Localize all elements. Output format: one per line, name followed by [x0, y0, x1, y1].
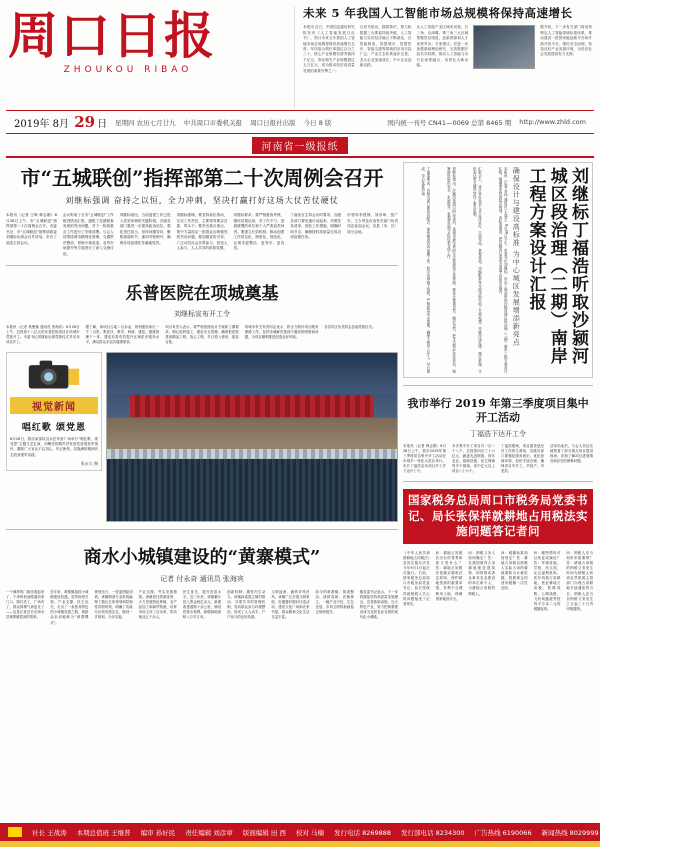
- date-day: 29: [74, 113, 96, 131]
- divider: [403, 385, 593, 386]
- footer-item: 广告热线 6190066: [474, 828, 532, 837]
- date-month-label: 月: [59, 119, 70, 130]
- bottom-article-byline: 记者 付永奇 通讯员 张海宾: [160, 574, 244, 583]
- page-footer: [0, 823, 693, 847]
- divider: [6, 265, 398, 266]
- vertical-article-col: 刘继标指出，沙颍河是周口的母亲河，是城市最宝贵的生态资源和文化资源。要充分尊重自然、顺应自然，把生态保护放在首位，统筹做好防洪安全、水质提升、景观营造和文化传承各项工作。: [447, 167, 457, 373]
- photo-feature: [6, 352, 398, 522]
- bottom-col: 近年来，黄寨镇抢抓小城镇建设机遇，坚持规划引领、产业支撑、民生优先，走出了一条独具特色的小城镇发展之路，被群众亲切地称为“黄寨模式”。: [50, 589, 89, 625]
- bottom-col: 规划先行，一张蓝图绘到底。该镇聘请专业机构编制了镇区总体规划和控制性详细规划，明确了功能分区和发展定位，做到一次规划、分步实施。: [94, 589, 133, 620]
- date-bar: [6, 110, 594, 134]
- footer-item: 本期总值班 王继普: [76, 828, 131, 837]
- date-month: 8: [52, 119, 60, 130]
- footer-item: 周口日报 zkrbgk@126.com: [608, 828, 693, 837]
- bottom-article-columns: [6, 590, 398, 626]
- publisher-item: 周口日报社出版: [250, 118, 296, 127]
- right-mid-col: 本次集中开工项目共一百二十八个，总投资四百三十六亿元，涵盖先进制造、现代农业、基础设施、民生保障等多个领域，其中亿元以上项目八十六个。: [452, 443, 495, 474]
- bottom-right-col: 《中华人民共和国耕地占用税法》及其实施办法自今年9月1日起正式施行。日前，国家税务总局周口市税务局党委书记、局长张保祥就纳税人关心的问题接受了记者采访。: [403, 550, 430, 606]
- bottom-right-columns: [403, 551, 593, 612]
- photo-caption-text: 8月28日，我市某部队官兵在军营广场举行“唱红歌、颂党恩”主题文艺汇演，用嘹亮的歌声抒发爱党爱国爱军情怀，激励广大官兵不忘初心、牢记使命，以饱满的精神状态投身强军实践。: [10, 436, 98, 457]
- vertical-article-col: 汇报会上，设计单位负责人从总体定位、空间布局、景观营造、功能配套等方面详细介绍了方案构想，并就岸线处理、慢行系统、文化表达等关键内容作了重点说明。: [473, 167, 483, 373]
- bottom-right-col: 问：纳税人应当何时申报缴纳？答：耕地占用税的纳税义务发生时间为纳税人收到自然资源主管部门办理占用耕地手续通知的当日，纳税人应当自纳税义务发生之日起三十日内申报缴纳。: [566, 550, 594, 611]
- vertical-article-title: 刘继标丁福浩听取沙颍河城区段治理（二期）南岸工程方案设计汇报: [525, 167, 588, 365]
- photo-sidebar: [6, 352, 102, 522]
- bottom-col: 创新机制，激发内生动力。该镇探索建立镇村联动、共建共享的管理机制，发动群众参与环境整治，形成了人人动手、户户参与的良好局面。: [227, 589, 266, 620]
- photo-credit: 张永久 摄: [80, 460, 98, 466]
- bottom-right-headline: 国家税务总局周口市税务局党委书记、局长张保祥就耕地占用税法实施问题答记者问: [403, 489, 593, 544]
- lead-col: 市领导李建保、刘彦章、张广东、王少青及市直有关部门负责同志参加会议。各县（市、区）设分会场。: [347, 213, 399, 234]
- divider: [6, 529, 398, 530]
- lead-col: 刘继标要求，要严格督查考核，强化结果运用，对工作不力、进展缓慢的单位和个人严肃追责问责。要建立长效机制，推动创建工作常态化、制度化、规范化，让城市更整洁、更有序、更宜居。: [233, 213, 285, 251]
- footer-accent-strip: [0, 841, 600, 847]
- lead-col: 丁福浩在主持会议时要求，各级各部门要迅速行动起来，对照任务清单，细化工作措施，明确时间节点，确保按时高质量完成各项创建任务。: [290, 213, 342, 240]
- second-col: 各县市区负责同志参加奠基仪式。: [324, 324, 376, 329]
- right-mid-col: 活动结束后，与会人员还实地察看了部分重点项目建设现场，详细了解项目进展情况和存在的困难问题。: [550, 443, 593, 463]
- bottom-right-col: 问：耕地占用税法出台的背景和意义是什么？答：耕地占用税法是落实税收法定原则、保护耕地资源的重要举措，有利于合理利用土地，保障国家粮食安全。: [435, 550, 463, 601]
- lead-col: 刘继标强调，要坚持高位推动，压实工作责任，主要领导要亲自抓、带头干；要突出重点难点，集中力量攻克一批群众反映强烈的突出问题；要加强宣传引导，广泛动员社会各界参与，营造人人参与、人人共享的浓厚氛围。: [176, 213, 228, 251]
- divider: [403, 481, 593, 482]
- right-mid-columns: [403, 444, 593, 475]
- page-body: [0, 158, 600, 798]
- second-col: 据了解，该项目占地二百余亩，规划建设床位一千二百张，集医疗、教学、科研、康复、健康管理于一体，建成后将有效提升区域医疗服务水平，满足群众多层次健康需求。: [85, 324, 160, 344]
- footer-item: 社长 王战涛: [32, 828, 67, 837]
- lead-col: 会议听取了全市“五城联创”工作推进情况汇报，通报了近期督查发现的突出问题，对下一阶段重点工作进行了安排部署。与会人员围绕城市精细化管理、交通秩序整治、背街小巷改造、农贸市场提升等方面进行了深入交流讨论。: [62, 213, 114, 256]
- publisher-item: 今日 8 版: [303, 118, 332, 127]
- bottom-col: 产业支撑，夯实发展根基。该镇依托资源优势，大力发展特色种植、农产品加工和商贸物流，培育市场主体三百余家，带动就业五千余人。: [138, 589, 177, 620]
- footer-item: 新闻热线 8029999: [541, 828, 599, 837]
- vertical-article-col: 本报讯（记者 李伟 通讯员 王建平）8月28日下午，市委书记刘继标、市长丁福浩听取沙颍河城区段治理（二期）南岸工程方案设计汇报，强调要坚持高起点规划、高标准建设，把沙颍河打造成为造福人民的幸福河。: [499, 167, 509, 373]
- photo-sky: [107, 353, 397, 393]
- masthead: [0, 0, 600, 108]
- footer-item: 版面编辑 田 西: [242, 828, 286, 837]
- newspaper-logo-pinyin: ZHOUKOU RIBAO: [63, 64, 193, 75]
- footer-item: 编审 孙好民: [140, 828, 176, 837]
- top-article-photo: [473, 25, 535, 69]
- footer-item: 发行部电话 8234300: [401, 828, 465, 837]
- vertical-article: [403, 162, 593, 378]
- right-mid-col: 丁福浩强调，项目建设是经济工作的生命线，各级各部门要强化服务意识，优化营商环境，加快手续办理，确保项目早开工、早投产、早见效。: [501, 443, 544, 474]
- masthead-right: [294, 6, 592, 108]
- camera-icon: [27, 356, 81, 394]
- top-article-col: 从人工智能产业区域布局看，长三角、京津冀、珠三角三大区域集聚效应明显，创新资源和人才优势突出。专家建议，应进一步加强基础理论研究，完善数据开放共享机制，推动人工智能与各行业深度融合，培育壮大新动能。: [416, 25, 469, 68]
- right-mid-col: 本报讯（记者 韩志刚）8月28日上午，我市2019年第三季度项目集中开工活动在市城乡一体化示范区举行。市长丁福浩宣布项目开工并下达开工令。: [403, 443, 446, 474]
- footer-item: 发行电话 8269888: [334, 828, 392, 837]
- photo-banner: [130, 395, 374, 417]
- bottom-right-col: 问：税额标准如何规定？答：耕地占用税以纳税人实际占用的耕地面积为计税依据，按照规定的适用税额一次性征收。: [501, 550, 528, 591]
- date-year: 2019: [14, 119, 40, 130]
- newspaper-logo: 周口日报: [8, 6, 216, 65]
- right-mid-headline: 我市举行 2019 年第三季度项目集中开工活动: [407, 397, 589, 424]
- top-article-col: 白皮书指出，随着算法、算力和数据三大要素持续突破，人工智能与实体经济融合不断深化，在智能制造、智慧城市、智慧医疗、智能交通等领域的应用日趋广泛，产业生态体系逐步完善，龙头企业加速成长，中小企业创新活跃。: [359, 25, 412, 68]
- photo-caption-title: 唱红歌 颂党恩: [21, 422, 87, 433]
- second-article-title: 乐普医院在项城奠基: [125, 283, 279, 304]
- publication-date: [14, 113, 107, 131]
- second-col: 本报讯（记者 侯俊豫 通讯员 张海宾）8月28日上午，总投资十八亿元的乐普医院项目在项城市奠基开工。市委书记刘继标出席奠基仪式并宣布项目开工。: [6, 324, 80, 344]
- bottom-col: 一个像样的门面房看起来了，干净的柏油路通到家门口，路灯亮了，广场有了，群众的精气神更足了——这是记者近日在商水县黄寨镇看到的景象。: [6, 589, 45, 620]
- lead-article-columns: [6, 213, 398, 258]
- visual-news-badge: 视觉新闻: [10, 397, 98, 414]
- bottom-right-col: 问：纳税义务人如何确定？答：在我国境内占用耕地建设建筑物、构筑物或者从事非农业建设的单位和个人，为耕地占用税的纳税人。: [468, 550, 496, 596]
- second-col: 项目负责人表示，将严格按照设计方案和工期要求，精心组织施工，强化安全管理，确保把医院建成精品工程、放心工程，早日投入使用、惠及百姓。: [165, 324, 239, 344]
- main-column: [6, 162, 398, 798]
- bottom-col: 如今的黄寨镇，街道整洁、绿树成荫、店铺林立，一幅产业兴旺、生态宜居、乡风文明的新画卷正徐徐展开。: [315, 589, 354, 615]
- second-article-byline: 刘继标宣布开工令: [174, 309, 230, 318]
- date-year-label: 年: [39, 119, 50, 130]
- bottom-col: 镇党委书记表示，下一步将继续坚持高质量发展理念，完善基础设施，壮大特色产业，努力把黄寨建设成为宜居宜业宜游的现代化小城镇。: [359, 589, 398, 620]
- masthead-left: [8, 6, 294, 108]
- vertical-article-subtitle: 确保设计与建设高标准 为中心城区发展增添新亮点: [512, 167, 521, 347]
- top-article-columns: [303, 25, 592, 74]
- footer-item: 校对 马楠: [295, 828, 325, 837]
- top-article-col: 本报讯 近日，中国信息通信研究院发布《人工智能发展白皮书》，预计未来五年我国人工智能市场总规模将保持高速增长态势，年均复合增长率超过百分之三十，核心产业规模有望突破四千亿元，带动相关产业规模超过五万亿元，成为推动经济高质量发展的重要引擎之一。: [303, 25, 355, 73]
- lead-col: 本报讯（记者 王映 韩志刚）8月28日上午，市“五城联创”指挥部第二十次周例会召开。市委书记、市“五城联创”指挥部政委刘继标出席会议并讲话。市长丁福浩主持会议。: [6, 213, 57, 245]
- website-url[interactable]: http://www.zhld.com: [519, 118, 586, 126]
- footer-credits-bar: [0, 823, 693, 841]
- vertical-article-col: 丁福浩要求，各相关部门要密切配合，加快推进各项前期工作，科学安排施工组织，严格质量安全管理，确保工程早日开工、早日建成、早日发挥效益。: [421, 167, 431, 373]
- photo-crowd: [107, 459, 397, 521]
- bottom-col: 文明浸润，涵养乡风民风。该镇广泛开展文明家庭、好婆婆好媳妇评选活动，建设文化广场和农家书屋，群众精神文化生活日益丰富。: [271, 589, 310, 620]
- top-headline: 未来 5 年我国人工智能市场总规模将保持高速增长: [303, 6, 573, 20]
- flag-icon: [8, 827, 22, 837]
- top-article-col: 据介绍，下一步有关部门将加快制定人工智能领域标准体系，推动建设一批国家级创新平台和开源开放平台，强化安全治理，营造良好产业发展环境，为经济社会发展提供有力支撑。: [540, 25, 592, 57]
- paper-grade-badge: 河南省一级报纸: [252, 137, 348, 154]
- publisher-item: 中共周口市委机关报: [183, 118, 243, 127]
- weekday-lunar: 星期四 农历七月廿九: [115, 118, 176, 127]
- bottom-right-col: 问：哪些情形可以免征或减征？答：军事设施、学校、幼儿园、社会福利机构、医疗机构占用耕地，免征耕地占用税；铁路线路、公路线路、飞机场跑道等按每平方米二元的税额征收。: [533, 550, 561, 611]
- lead-article-subtitle: 刘继标强调 奋持之以恒，全力冲刺，坚决打赢打好这场大仗苦仗硬仗: [65, 196, 339, 205]
- right-column: [403, 162, 593, 798]
- bottom-col: 民生优先，提升宜居水平。近三年来，该镇累计投入资金两亿余元，新建改建道路十余公里，铺设供排水管网，新增绿地面积八万平方米。: [182, 589, 222, 620]
- issue-number: 国内统一刊号 CN41—0069 总第 8465 期: [387, 118, 512, 127]
- second-article-columns: [6, 325, 398, 345]
- second-col: 项城市有关负责同志表示，将全力做好项目服务保障工作，及时协调解决建设中遇到的困难和问题，为项目顺利推进创造良好环境。: [244, 324, 319, 339]
- date-day-label: 日: [97, 119, 108, 130]
- right-mid-subtitle: 丁福浩下达开工令: [470, 429, 526, 438]
- footer-item: 责任编辑 刘彦章: [185, 828, 233, 837]
- lead-article-title: 市“五城联创”指挥部第二十次周例会召开: [20, 166, 384, 190]
- lead-col: 刘继标指出，当前创建工作已进入攻坚冲刺的关键阶段，各级各部门要进一步提高政治站位，强化责任担当，坚持问题导向，聚焦薄弱环节，逐项对账销号，确保各项创建任务落地见效。: [119, 213, 171, 245]
- visual-news-box: [6, 352, 102, 471]
- feature-photo: [106, 352, 398, 522]
- bottom-article-title: 商水小城镇建设的“黄寨模式”: [83, 546, 321, 568]
